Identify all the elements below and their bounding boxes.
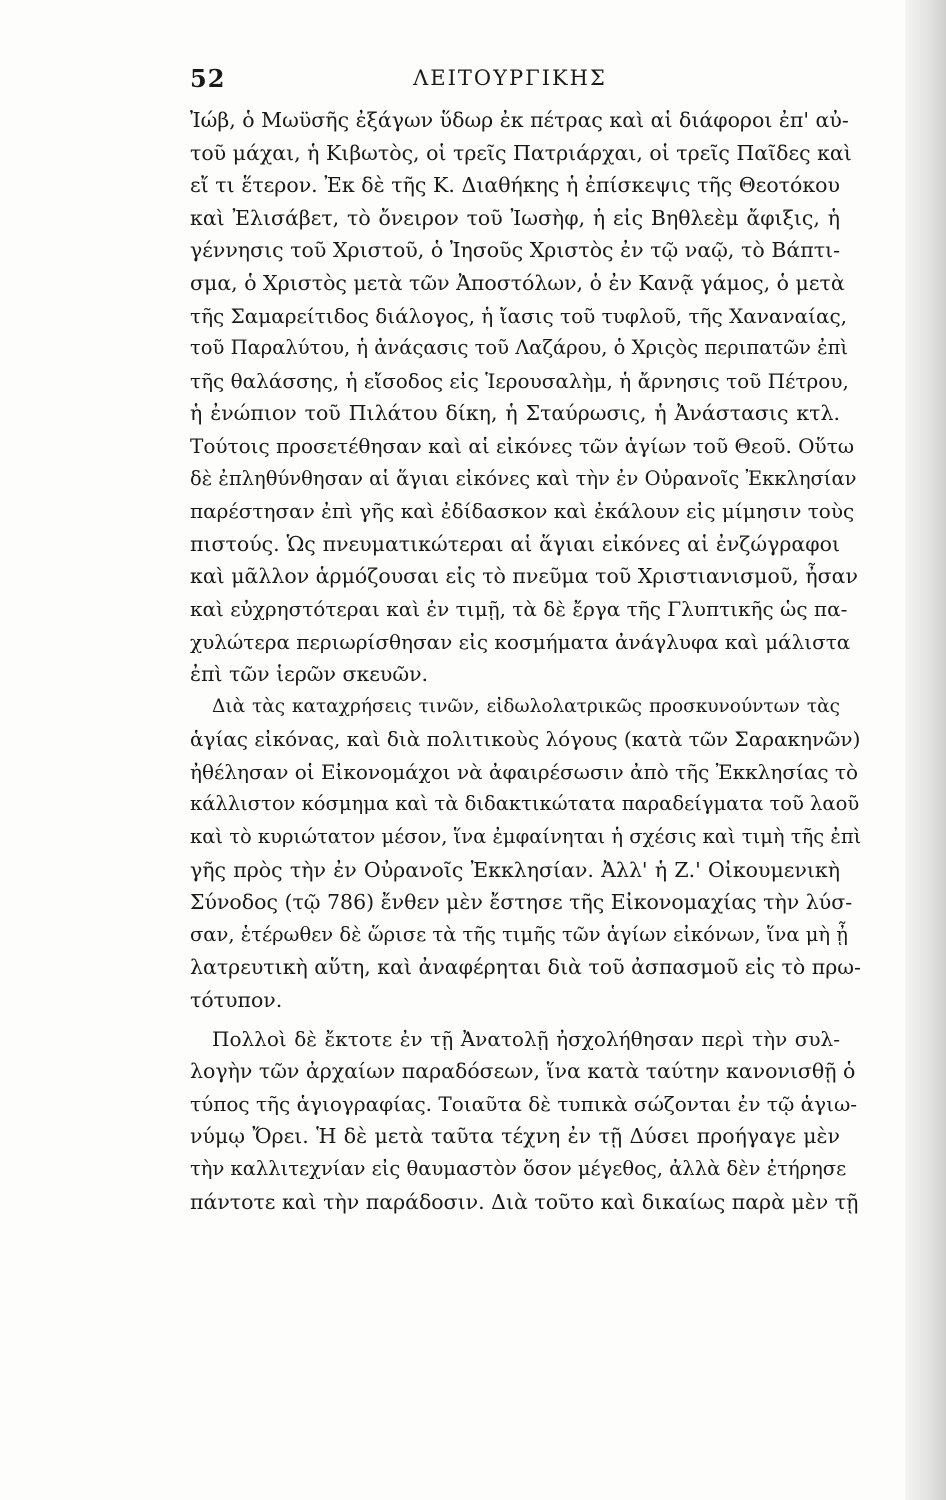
page-edge-shadow: [905, 0, 946, 1500]
text-line: σμα, ὁ Χριστὸς μετὰ τῶν Ἀποστόλων, ὁ ἐν Κανᾷ γάμος, ὁ μετὰ: [190, 270, 845, 295]
text-line: νύμῳ Ὄρει. Ἡ δὲ μετὰ ταῦτα τέχνη ἐν τῇ Δύσει προήγαγε μὲν: [190, 1124, 840, 1149]
text-line: πιστούς. Ὡς πνευματικώτεραι αἱ ἅγιαι εἰκόνες αἱ ἐνζώγραφοι: [190, 531, 840, 556]
text-line: ἐπὶ τῶν ἱερῶν σκευῶν.: [190, 662, 429, 687]
text-line: τοῦ μάχαι, ἡ Κιβωτὸς, οἱ τρεῖς Πατριάρχαι, οἱ τρεῖς Παῖδες καὶ: [190, 140, 852, 165]
text-line: Ἰώβ, ὁ Μωϋσῆς ἐξάγων ὕδωρ ἐκ πέτρας καὶ αἱ διάφοροι ἐπ' αὐ-: [190, 108, 849, 132]
text-line: σαν, ἑτέρωθεν δὲ ὥρισε τὰ τῆς τιμῆς τῶν ἁγίων εἰκόνων, ἵνα μὴ ᾖ: [190, 922, 848, 946]
text-line: τότυπον.: [190, 988, 283, 1013]
text-line: λογὴν τῶν ἀρχαίων παραδόσεων, ἵνα κατὰ ταύτην κανονισθῇ ὁ: [190, 1059, 856, 1084]
paragraph: [190, 691, 862, 1017]
page-number: 52: [190, 64, 226, 93]
text-line: τῆς Σαμαρείτιδος διάλογος, ἡ ἴασις τοῦ τυφλοῦ, τῆς Χαναναίας,: [190, 303, 848, 328]
text-line: ἡ ἐνώπιον τοῦ Πιλάτου δίκη, ἡ Σταύρωσις, ἡ Ἀνάστασις κτλ.: [190, 401, 840, 426]
text-line: χυλώτερα περιωρίσθησαν εἰς κοσμήματα ἀνάγλυφα καὶ μάλιστα: [190, 629, 851, 654]
text-line: Διὰ τὰς καταχρήσεις τινῶν, εἰδωλολατρικῶς προσκυνούντων τὰς: [212, 695, 840, 717]
text-line: τύπος τῆς ἁγιογραφίας. Τοιαῦτα δὲ τυπικὰ σώζονται ἐν τῷ ἁγιω-: [190, 1091, 858, 1116]
running-title: ΛΕΙΤΟΥΡΓΙΚΗΣ: [413, 66, 607, 90]
text-line: δὲ ἐπληθύνθησαν αἱ ἅγιαι εἰκόνες καὶ τὴν ἐν Οὐρανοῖς Ἐκκλησίαν: [190, 466, 857, 490]
text-line: καὶ Ἐλισάβετ, τὸ ὄνειρον τοῦ Ἰωσὴφ, ἡ εἰς Βηθλεὲμ ἄφιξις, ἡ: [190, 205, 840, 230]
text-line: παρέστησαν ἐπὶ γῆς καὶ ἐδίδασκον καὶ ἐκάλουν εἰς μίμησιν τοὺς: [190, 499, 855, 524]
text-line: γέννησις τοῦ Χριστοῦ, ὁ Ἰησοῦς Χριστὸς ἐν τῷ ναῷ, τὸ Βάπτι-: [190, 238, 840, 263]
text-line: καὶ μᾶλλον ἁρμόζουσαι εἰς τὸ πνεῦμα τοῦ Χριστιανισμοῦ, ἦσαν: [190, 564, 858, 589]
text-line: καὶ εὐχρηστότεραι καὶ ἐν τιμῇ, τὰ δὲ ἔργα τῆς Γλυπτικῆς ὡς πα-: [190, 596, 848, 621]
text-line: εἴ τι ἕτερον. Ἐκ δὲ τῆς Κ. Διαθήκης ἡ ἐπίσκεψις τῆς Θεοτόκου: [190, 173, 840, 198]
text-line: ἁγίας εἰκόνας, καὶ διὰ πολιτικοὺς λόγους (κατὰ τῶν Σαρακηνῶν): [190, 727, 861, 752]
running-head: [190, 64, 840, 98]
text-line: λατρευτικὴ αὕτη, καὶ ἀναφέρηται διὰ τοῦ ἀσπασμοῦ εἰς τὸ πρω-: [190, 955, 861, 980]
text-line: κάλλιστον κόσμημα καὶ τὰ διδακτικώτατα παραδείγματα τοῦ λαοῦ: [190, 792, 860, 816]
text-line: γῆς πρὸς τὴν ἐν Οὐρανοῖς Ἐκκλησίαν. Ἀλλ' ἡ Ζ.' Οἰκουμενικὴ: [190, 857, 840, 882]
text-line: τῆς θαλάσσης, ἡ εἴσοδος εἰς Ἱερουσαλὴμ, ἡ ἄρνησις τοῦ Πέτρου,: [190, 368, 849, 393]
text-line: πάντοτε καὶ τὴν παράδοσιν. Διὰ τοῦτο καὶ δικαίως παρὰ μὲν τῇ: [190, 1189, 859, 1214]
text-line: Τούτοις προσετέθησαν καὶ αἱ εἰκόνες τῶν ἁγίων τοῦ Θεοῦ. Οὕτω: [190, 433, 855, 458]
text-line: τὴν καλλιτεχνίαν εἰς θαυμαστὸν ὅσον μέγεθος, ἀλλὰ δὲν ἐτήρησε: [190, 1157, 847, 1180]
body-text: [190, 104, 862, 1218]
paragraph: [190, 104, 858, 691]
text-line: Πολλοὶ δὲ ἔκτοτε ἐν τῇ Ἀνατολῇ ἠσχολήθησαν περὶ τὴν συλ-: [212, 1026, 840, 1051]
text-line: ἠθέλησαν οἱ Εἰκονομάχοι νὰ ἀφαιρέσωσιν ἀπὸ τῆς Ἐκκλησίας τὸ: [190, 759, 859, 784]
text-line: τοῦ Παραλύτου, ἡ ἀνάςασις τοῦ Λαζάρου, ὁ Χριςὸς περιπατῶν ἐπὶ: [190, 336, 849, 360]
text-line: καὶ τὸ κυριώτατον μέσον, ἵνα ἐμφαίνηται ἡ σχέσις καὶ τιμὴ τῆς ἐπὶ: [190, 825, 862, 849]
text-line: Σύνοδος (τῷ 786) ἔνθεν μὲν ἔστησε τῆς Εἰκονομαχίας τὴν λύσ-: [190, 890, 853, 915]
paragraph: [190, 1023, 859, 1219]
